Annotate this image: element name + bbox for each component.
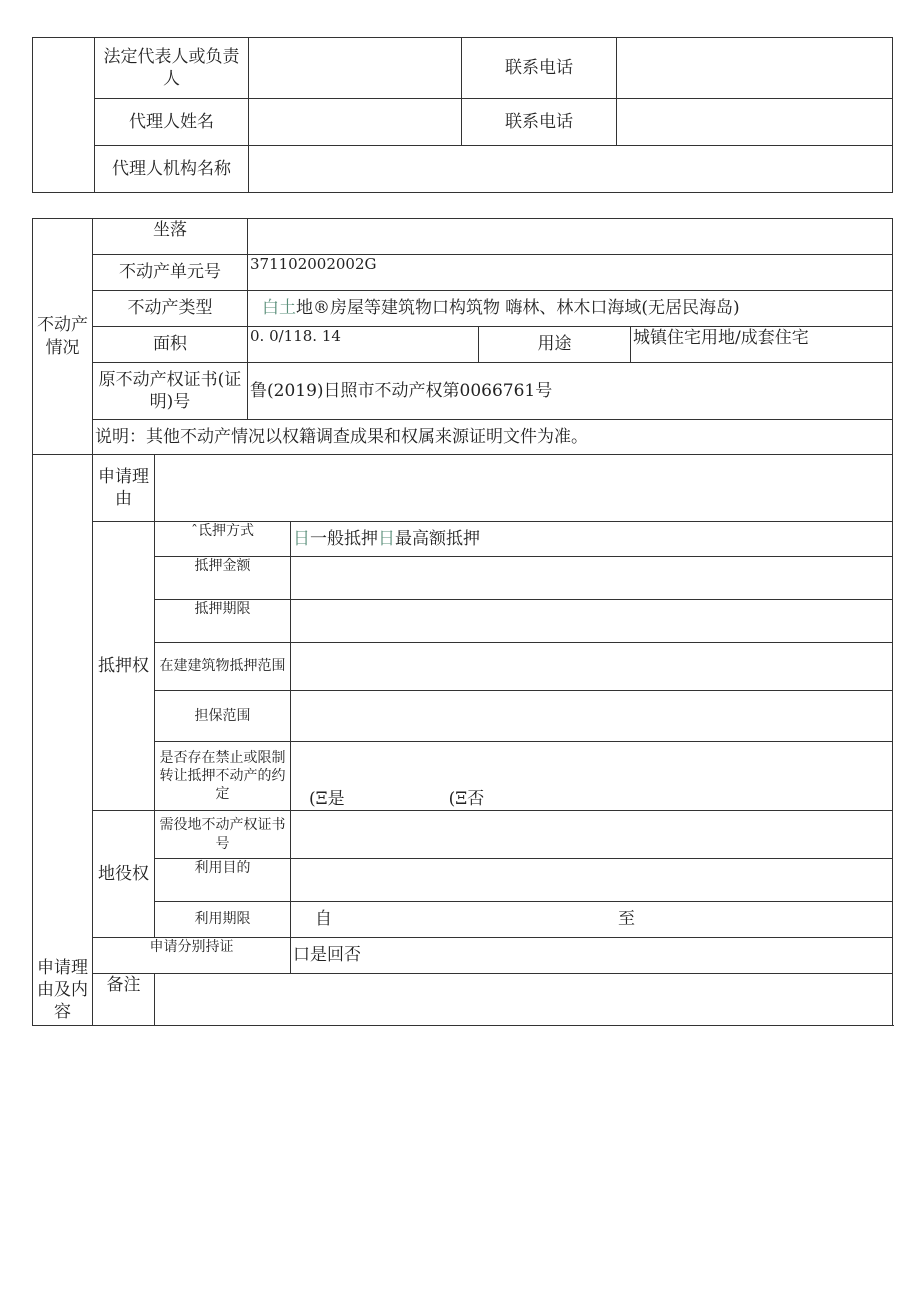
method-max-label: 最高额抵押 bbox=[395, 528, 480, 549]
type-value-part1: 白土 bbox=[262, 298, 296, 319]
purpose-field[interactable] bbox=[291, 859, 893, 902]
reason-field[interactable] bbox=[155, 455, 893, 522]
phone-label: 联系电话 bbox=[462, 38, 617, 99]
reason-label: 申请理由 bbox=[93, 455, 155, 522]
guarantee-scope-field[interactable] bbox=[291, 691, 893, 742]
easement-label: 地役权 bbox=[93, 811, 155, 938]
restriction-options bbox=[291, 742, 893, 811]
method-options bbox=[291, 522, 893, 557]
from-label: 自 bbox=[315, 909, 332, 930]
mortgage-label: 抵押权 bbox=[93, 522, 155, 811]
separate-cert-label: 申请分别持证 bbox=[93, 938, 291, 974]
to-label: 至 bbox=[618, 909, 635, 930]
servient-cert-field[interactable] bbox=[291, 811, 893, 859]
restriction-label: 是否存在禁止或限制转让抵押不动产的约定 bbox=[155, 742, 291, 811]
term-field[interactable] bbox=[291, 600, 893, 643]
location-field[interactable] bbox=[248, 219, 893, 255]
agent-name-field[interactable] bbox=[249, 99, 462, 146]
method-label: ˆ氐押方式 bbox=[155, 522, 291, 557]
remarks-field[interactable] bbox=[155, 974, 893, 1026]
method-general-label: 一般抵押 bbox=[310, 528, 378, 549]
agent-org-label: 代理人机构名称 bbox=[95, 146, 249, 193]
applicant-table bbox=[32, 37, 893, 193]
method-general-checkbox[interactable]: 日 bbox=[293, 528, 310, 549]
use-value: 城镇住宅用地/成套住宅 bbox=[631, 327, 893, 363]
type-value bbox=[248, 291, 893, 327]
agent-phone-label: 联系电话 bbox=[462, 99, 617, 146]
agent-name-label: 代理人姓名 bbox=[95, 99, 249, 146]
type-label: 不动产类型 bbox=[93, 291, 248, 327]
type-value-part2: 地®房屋等建筑物口构筑物 嗨林、林木口海域(无居民海岛) bbox=[296, 298, 740, 319]
purpose-label: 利用目的 bbox=[155, 859, 291, 902]
separate-cert-value[interactable]: 口是回否 bbox=[291, 938, 893, 974]
location-label: 坐落 bbox=[93, 219, 248, 255]
cert-no-value: 鲁(2019)日照市不动产权第0066761号 bbox=[248, 363, 893, 420]
application-section-label: 申请理由及内容 bbox=[33, 455, 93, 1026]
property-section-label: 不动产情况 bbox=[33, 219, 93, 455]
property-application-table bbox=[32, 218, 893, 1026]
use-term-label: 利用期限 bbox=[155, 902, 291, 938]
area-value: 0. 0/118. 14 bbox=[248, 327, 479, 363]
construction-scope-label: 在建建筑物抵押范围 bbox=[155, 643, 291, 691]
restriction-yes-option[interactable]: (Ξ是 bbox=[309, 788, 345, 809]
construction-scope-field[interactable] bbox=[291, 643, 893, 691]
restriction-no-option[interactable]: (Ξ否 bbox=[448, 788, 485, 809]
guarantee-scope-label: 担保范围 bbox=[155, 691, 291, 742]
cert-label: 原不动产权证书(证明)号 bbox=[93, 363, 248, 420]
amount-field[interactable] bbox=[291, 557, 893, 600]
agent-phone-field[interactable] bbox=[617, 99, 893, 146]
legal-rep-field[interactable] bbox=[249, 38, 462, 99]
legal-rep-label: 法定代表人或负责人 bbox=[95, 38, 249, 99]
applicant-side-cell bbox=[33, 38, 95, 193]
term-label: 抵押期限 bbox=[155, 600, 291, 643]
agent-org-field[interactable] bbox=[249, 146, 893, 193]
remarks-label: 备注 bbox=[93, 974, 155, 1026]
unit-no-value: 371102002002G bbox=[248, 255, 893, 291]
amount-label: 抵押金额 bbox=[155, 557, 291, 600]
area-label: 面积 bbox=[93, 327, 248, 363]
use-term-field[interactable] bbox=[291, 902, 893, 938]
phone-field[interactable] bbox=[617, 38, 893, 99]
use-label: 用途 bbox=[479, 327, 631, 363]
servient-cert-label: 需役地不动产权证书号 bbox=[155, 811, 291, 859]
property-note: 说明：其他不动产情况以权籍调查成果和权属来源证明文件为准。 bbox=[93, 420, 893, 455]
method-max-checkbox[interactable]: 日 bbox=[378, 528, 395, 549]
unit-no-label: 不动产单元号 bbox=[93, 255, 248, 291]
